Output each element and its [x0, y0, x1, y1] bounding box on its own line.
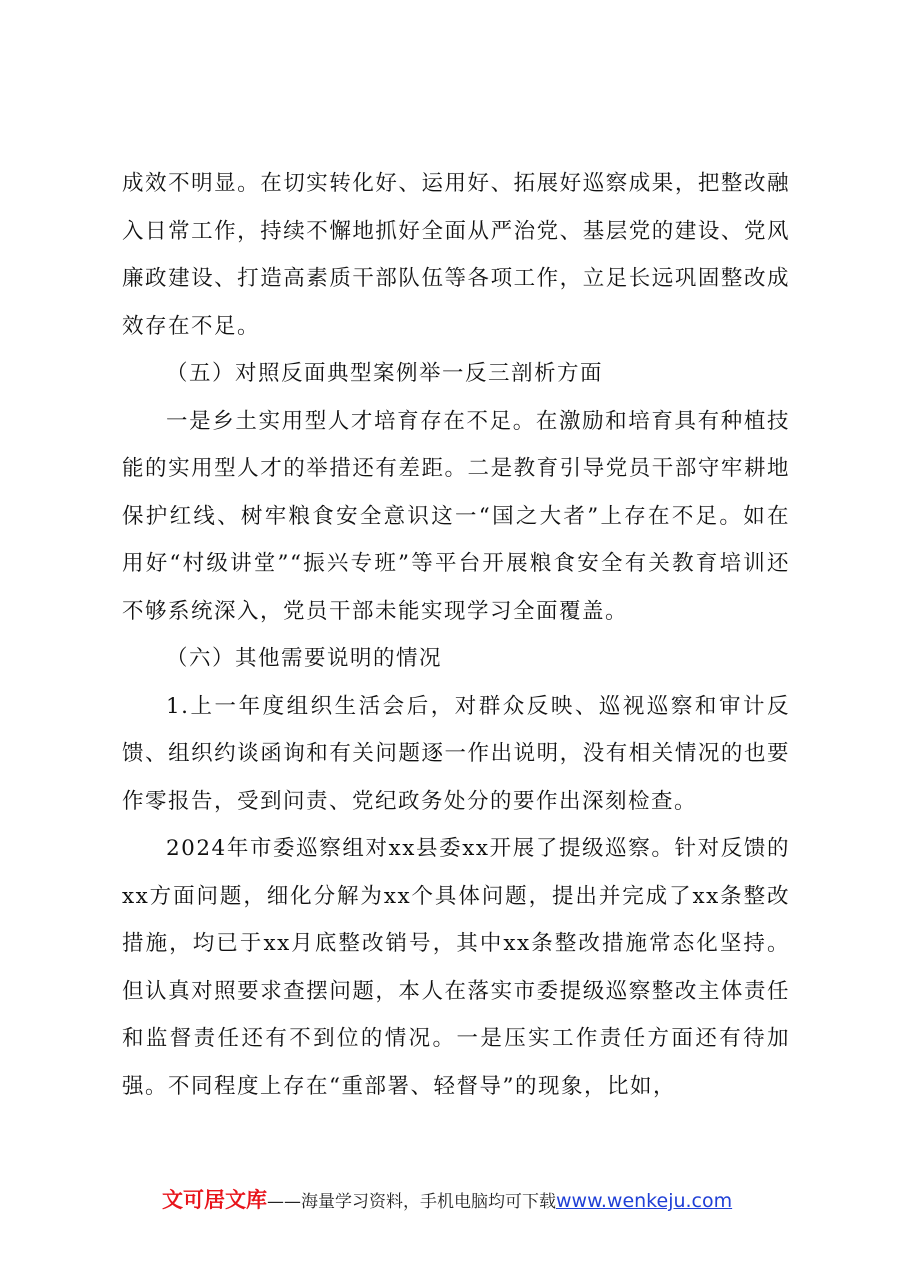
document-body: [122, 160, 790, 1110]
footer-tagline: ——海量学习资料，手机电脑均可下载: [267, 1192, 556, 1212]
footer-url-link[interactable]: www.wenkeju.com: [556, 1190, 733, 1212]
footer-watermark: [162, 1184, 732, 1214]
paragraph-item-1: 1.上一年度组织生活会后，对群众反映、巡视巡察和审计反馈、组织约谈函询和有关问题逐一作出说明，没有相关情况的也要作零报告，受到问责、党纪政务处分的要作出深刻检查。: [122, 693, 790, 814]
section-heading-6: （六）其他需要说明的情况: [166, 646, 443, 671]
section-heading-5: （五）对照反面典型案例举一反三剖析方面: [166, 361, 604, 386]
paragraph-continuation: 成效不明显。在切实转化好、运用好、拓展好巡察成果，把整改融入日常工作，持续不懈地抓好全面从严治党、基层党的建设、党风廉政建设、打造高素质干部队伍等各项工作，立足长远巩固整改成效存在不足。: [122, 171, 790, 339]
paragraph-inspection: 2024年市委巡察组对xx县委xx开展了提级巡察。针对反馈的xx方面问题，细化分解为xx个具体问题，提出并完成了xx条整改措施，均已于xx月底整改销号，其中xx条整改措施常态化坚持。但认真对照要求查摆问题，本人在落实市委提级巡察整改主体责任和监督责任还有不到位的情况。一是压实工作责任方面还有待加强。不同程度上存在“重部署、轻督导”的现象，比如，: [122, 836, 790, 1099]
paragraph-section-5: 一是乡土实用型人才培育存在不足。在激励和培育具有种植技能的实用型人才的举措还有差距。二是教育引导党员干部守牢耕地保护红线、树牢粮食安全意识这一“国之大者”上存在不足。如在用好“村级讲堂”“振兴专班”等平台开展粮食安全有关教育培训还不够系统深入，党员干部未能实现学习全面覆盖。: [122, 408, 790, 624]
footer-brand: 文可居文库: [162, 1188, 267, 1212]
